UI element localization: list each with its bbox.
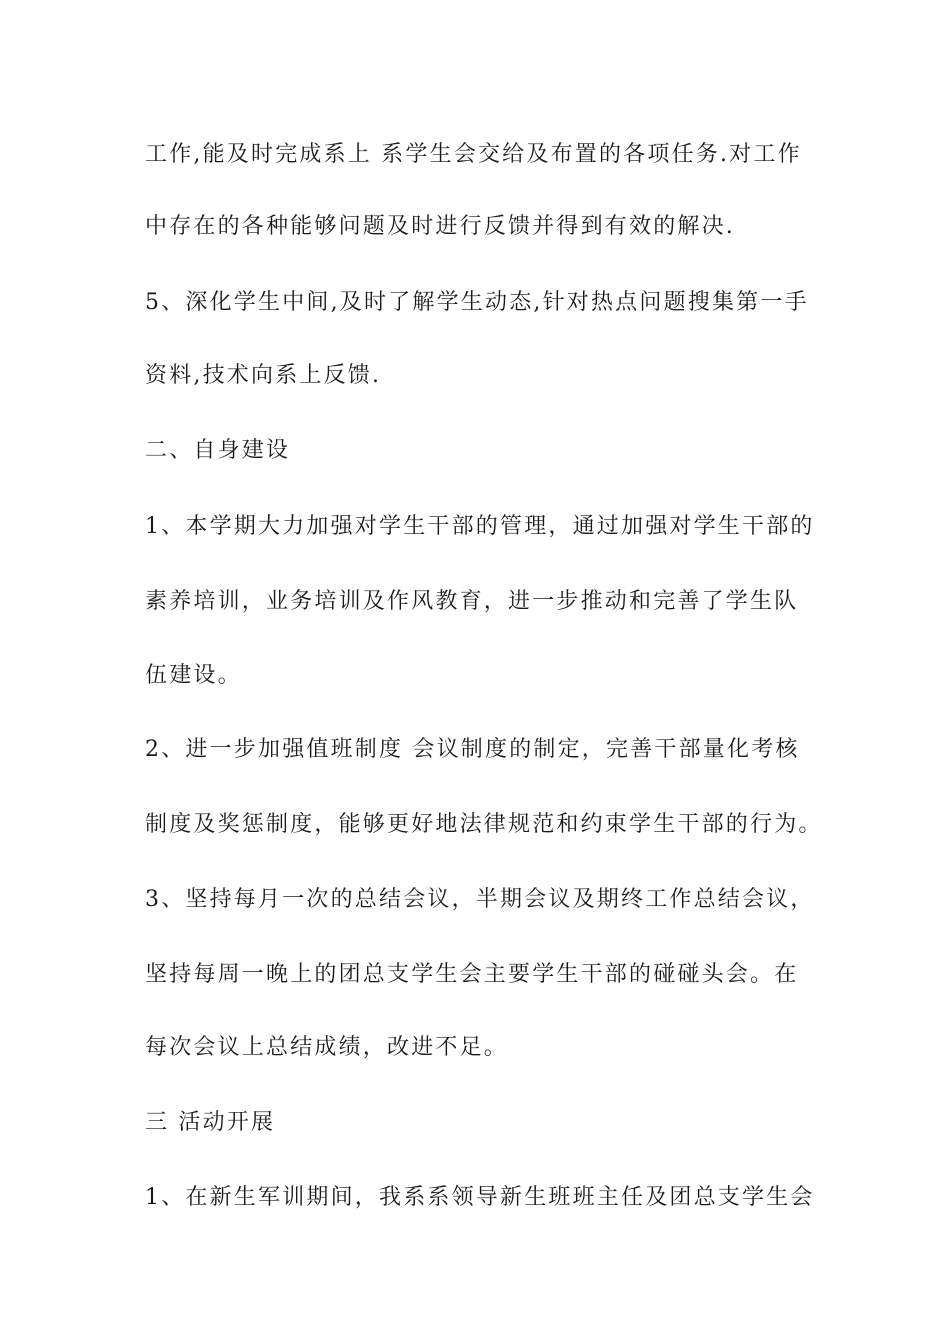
text-line: 坚持每周一晚上的团总支学生会主要学生干部的碰碰头会。在 — [145, 962, 799, 987]
text-line: 中存在的各种能够问题及时进行反馈并得到有效的解决. — [145, 214, 735, 239]
text-line: 制度及奖惩制度，能够更好地法律规范和约束学生干部的行为。 — [145, 812, 823, 837]
text-line: 伍建设。 — [145, 663, 242, 688]
text-line: 3、坚持每月一次的总结会议，半期会议及期终工作总结会议， — [145, 887, 815, 912]
text-line: 2、进一步加强值班制度 会议制度的制定，完善干部量化考核 — [145, 737, 800, 762]
section-heading: 三 活动开展 — [145, 1110, 276, 1135]
text-line: 素养培训，业务培训及作风教育，进一步推动和完善了学生队 — [145, 589, 799, 614]
text-line: 1、在新生军训期间，我系系领导新生班班主任及团总支学生会 — [145, 1185, 815, 1210]
text-line: 每次会议上总结成绩，改进不足。 — [145, 1035, 509, 1060]
text-line: 资料,技术向系上反馈. — [145, 363, 382, 388]
text-line: 工作,能及时完成系上 系学生会交给及布置的各项任务.对工作 — [145, 142, 802, 167]
section-heading: 二、自身建设 — [145, 438, 291, 463]
text-line: 5、深化学生中间,及时了解学生动态,针对热点问题搜集第一手 — [145, 290, 809, 315]
text-line: 1、本学期大力加强对学生干部的管理，通过加强对学生干部的 — [145, 514, 815, 539]
